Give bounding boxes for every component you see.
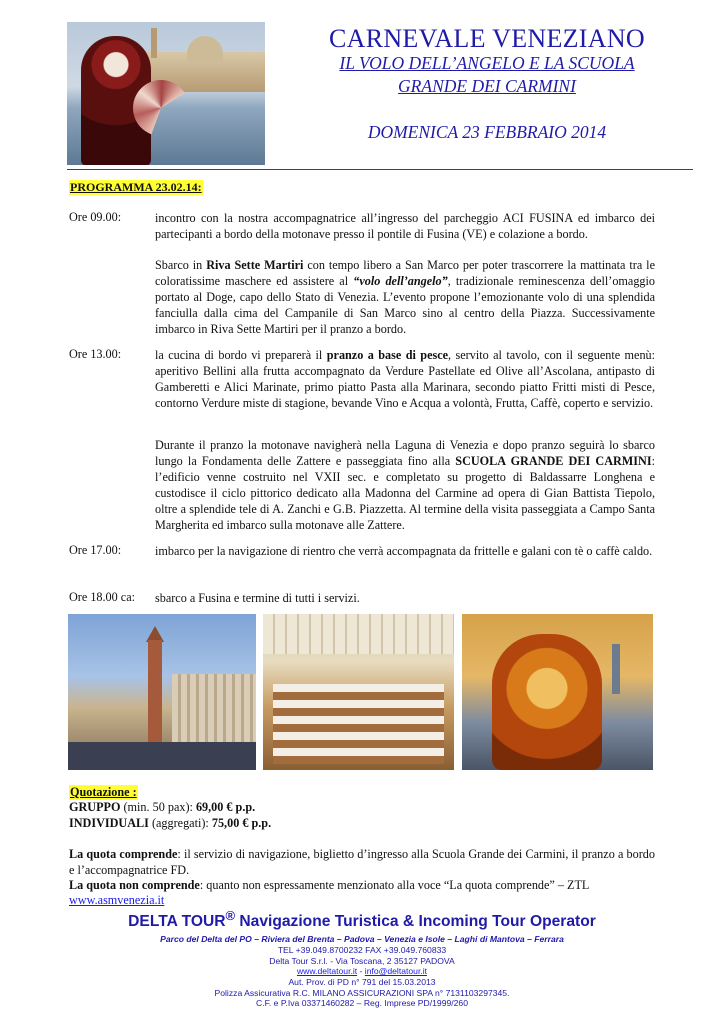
company-brand: DELTA TOUR® Navigazione Turistica & Incoming Tour Operator xyxy=(128,908,596,931)
photo-san-marco-campanile xyxy=(68,614,256,770)
photo-boat-dining-room xyxy=(263,614,454,770)
footer-regions: Parco del Delta del PO – Riviera del Brenta – Padova – Venezia e Isole – Laghi di Mantova – Ferrara xyxy=(160,934,564,944)
time-0900: Ore 09.00: xyxy=(69,210,122,224)
footer-address: Delta Tour S.r.l. - Via Toscana, 2 35127 PADOVA xyxy=(269,956,455,966)
programme-label: PROGRAMMA 23.02.14: xyxy=(70,180,202,194)
header-photo-carnival-mask xyxy=(67,22,265,165)
page-subtitle: IL VOLO DELL’ANGELO E LA SCUOLA GRANDE DEI CARMINI xyxy=(339,53,635,96)
footer-web-email: www.deltatour.it - info@deltatour.it xyxy=(296,966,428,976)
programme-paragraph: imbarco per la navigazione di rientro che verrà accompagnata da frittelle e galani con tè o caffè caldo. xyxy=(155,544,653,558)
programme-paragraph: incontro con la nostra accompagnatrice all’ingresso del parcheggio ACI FUSINA ed imbarco dei partecipanti a bordo della motonave presso il pontile di Fusina (VE) e colazione a bordo. xyxy=(155,211,655,241)
event-date: DOMENICA 23 FEBBRAIO 2014 xyxy=(367,122,607,142)
footer-authorization: Aut. Prov. di PD n° 791 del 15.03.2013 xyxy=(288,977,436,987)
email-link[interactable]: info@deltatour.it xyxy=(364,966,428,976)
divider xyxy=(67,169,693,170)
asm-link[interactable]: www.asmvenezia.it xyxy=(69,893,165,907)
programme-paragraph: la cucina di bordo vi preparerà il pranzo a base di pesce, servito al tavolo, con il seguente menù: aperitivo Bellini alla frutta accompagnato da Verdure Pastellate ed Olive all’Ascolana, antipasto di Gamberetti e Alici Marinate, primo piatto Pasta alla Marinara, secondo piatto Fritti misti di Pesce, contorno Verdure miste di stagione, bevande Vino e Acqua a volontà, Frutta, Caffè, coperto e servizio. xyxy=(155,348,656,410)
quote-group: GRUPPO (min. 50 pax): 69,00 € p.p. xyxy=(69,800,256,814)
time-1800: Ore 18.00 ca: xyxy=(69,590,135,604)
quote-individual: INDIVIDUALI (aggregati): 75,00 € p.p. xyxy=(69,816,272,830)
footer-tax: C.F. e P.Iva 03371460282 – Reg. Imprese PD/1999/260 xyxy=(256,998,468,1008)
photo-carnival-mask xyxy=(462,614,653,770)
footer-phone: TEL +39.049.8700232 FAX +39.049.760833 xyxy=(277,945,447,955)
quote-includes: La quota comprende: il servizio di navigazione, biglietto d’ingresso alla Scuola Grande dei Carmini, il pranzo a bordo e l’accompagnatrice FD. xyxy=(69,847,655,877)
page-title: CARNEVALE VENEZIANO xyxy=(329,24,645,53)
quote-label: Quotazione : xyxy=(70,785,137,799)
footer-insurance: Polizza Assicurativa R.C. MILANO ASSICURAZIONI SPA n° 7131103297345. xyxy=(214,988,510,998)
time-1300: Ore 13.00: xyxy=(69,347,122,361)
programme-paragraph: Durante il pranzo la motonave navigherà nella Laguna di Venezia e dopo pranzo seguirà lo sbarco lungo la Fondamenta delle Zattere e passeggiata fino alla SCUOLA GRANDE DEI CARMINI: l’edificio venne costruito nel VXII sec. e completato su progetto di Baldassarre Longhena e custodisce il ciclo pittorico dedicato alla Madonna del Carmine ad opera di Gian Battista Tiepolo, oltre a splendide tele di A. Zanchi e G.B. Piazzetta. Al termine della visita passeggiata a Campo Santa Margherita ed imbarco sulla motonave alle Zattere. xyxy=(155,438,655,532)
quote-excludes: La quota non comprende: quanto non espressamente menzionato alla voce “La quota comprende” – ZTL xyxy=(69,878,590,892)
programme-paragraph: sbarco a Fusina e termine di tutti i servizi. xyxy=(155,591,360,605)
time-1700: Ore 17.00: xyxy=(69,543,122,557)
programme-paragraph: Sbarco in Riva Sette Martiri con tempo libero a San Marco per poter trascorrere la mattinata tra le coloratissime maschere ed assistere al “volo dell’angelo”, tradizionale reminescenza dell’omaggio portato al Doge, capo dello Stato di Venezia. L’evento propone l’emozionante volo di una splendida fanciulla dalla cima del Campanile di San Marco sino al centro della Piazza. Successivamente imbarco in Riva Sette Martiri per il pranzo a bordo. xyxy=(155,258,655,336)
website-link[interactable]: www.deltatour.it xyxy=(296,966,358,976)
